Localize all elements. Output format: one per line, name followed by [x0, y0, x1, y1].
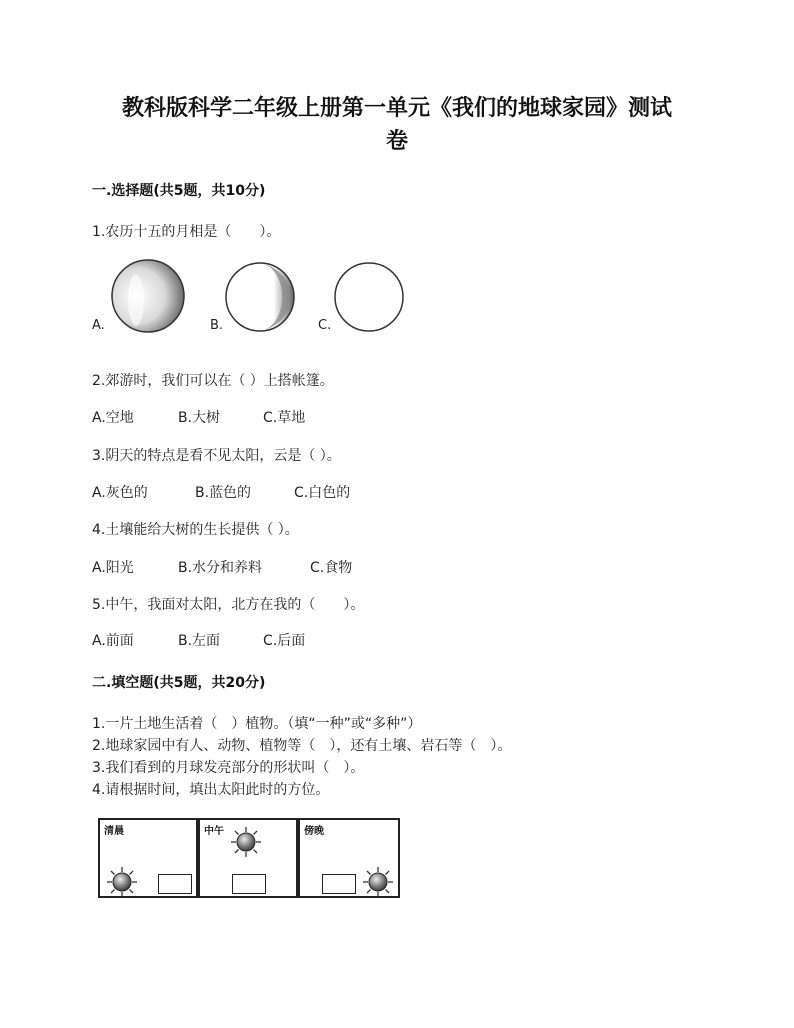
panel-noon	[198, 818, 298, 898]
moon-option-a	[110, 258, 186, 338]
q5-option-b: B.左面	[178, 633, 221, 649]
sun-icon	[106, 866, 138, 898]
question-3: 3.阴天的特点是看不见太阳，云是（ ）。	[92, 448, 341, 464]
question-2: 2.郊游时，我们可以在（ ）上搭帐篷。	[92, 373, 334, 389]
q4-option-c: C.食物	[310, 560, 353, 576]
q2-option-c: C.草地	[263, 410, 306, 426]
title-line-2: 卷	[385, 128, 408, 154]
answer-box-evening[interactable]	[322, 874, 356, 894]
answer-box-morning[interactable]	[158, 874, 192, 894]
page-title	[60, 92, 734, 158]
moon-label-a: A.	[92, 318, 105, 333]
q3-option-a: A.灰色的	[92, 485, 148, 501]
fill-question-4: 4.请根据时间，填出太阳此时的方位。	[92, 782, 330, 798]
moon-label-c: C.	[318, 318, 332, 333]
question-4: 4.土壤能给大树的生长提供（ ）。	[92, 522, 299, 538]
q2-option-a: A.空地	[92, 410, 134, 426]
moon-option-b	[224, 261, 296, 337]
sun-icon	[362, 866, 394, 898]
section-1-heading: 一.选择题(共5题，共10分)	[92, 183, 266, 199]
moon-c-icon	[332, 261, 406, 333]
q5-option-c: C.后面	[263, 633, 306, 649]
sun-icon	[230, 826, 262, 858]
answer-box-noon[interactable]	[232, 874, 266, 894]
panel-noon-label: 中午	[204, 826, 224, 837]
q5-option-a: A.前面	[92, 633, 134, 649]
fill-question-2: 2.地球家园中有人、动物、植物等（ ），还有土壤、岩石等（ ）。	[92, 738, 512, 754]
panel-evening	[298, 818, 400, 898]
q4-option-b: B.水分和养料	[178, 560, 263, 576]
moon-a-icon	[110, 258, 186, 334]
q3-option-c: C.白色的	[294, 485, 351, 501]
fill-question-1: 1.一片土地生活着（ ）植物。（填“一种”或“多种”）	[92, 716, 422, 732]
moon-label-b: B.	[210, 318, 224, 333]
q2-option-b: B.大树	[178, 410, 221, 426]
panel-morning	[98, 818, 198, 898]
question-1: 1.农历十五的月相是（ ）。	[92, 224, 281, 240]
title-line-1: 教科版科学二年级上册第一单元《我们的地球家园》测试	[121, 95, 672, 121]
section-2-heading: 二.填空题(共5题，共20分)	[92, 675, 266, 691]
q4-option-a: A.阳光	[92, 560, 134, 576]
q3-option-b: B.蓝色的	[195, 485, 252, 501]
question-5: 5.中午，我面对太阳，北方在我的（ ）。	[92, 597, 365, 613]
panel-evening-label: 傍晚	[304, 826, 324, 837]
moon-b-icon	[224, 261, 296, 333]
panel-morning-label: 清晨	[104, 826, 124, 837]
fill-question-3: 3.我们看到的月球发亮部分的形状叫（ ）。	[92, 760, 365, 776]
moon-option-c	[332, 261, 406, 337]
